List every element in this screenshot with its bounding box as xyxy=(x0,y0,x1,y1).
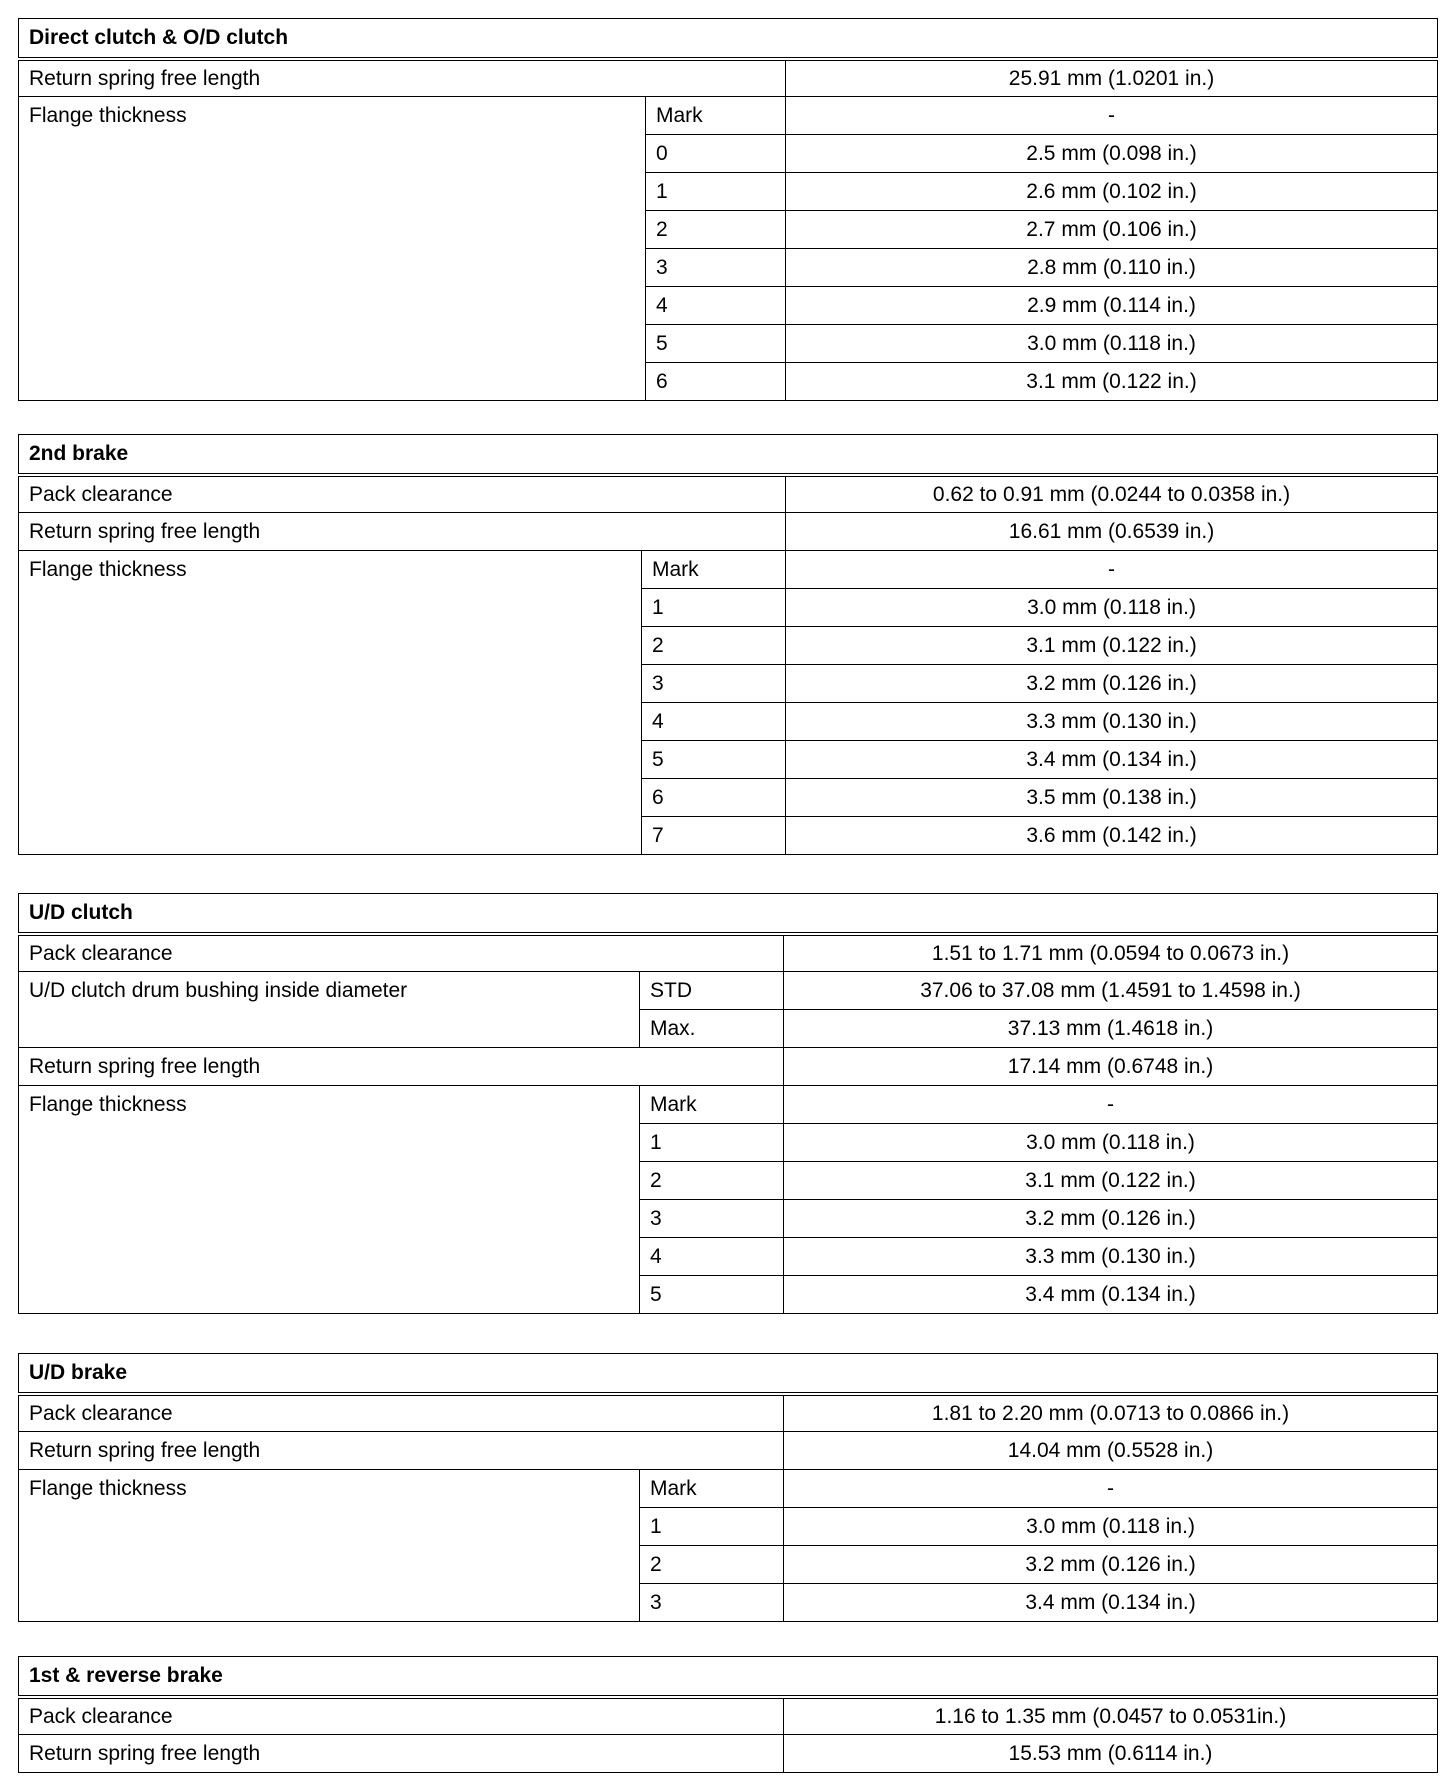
flange-value: 2.7 mm (0.106 in.) xyxy=(786,211,1438,249)
table-row xyxy=(19,551,1438,589)
flange-value: 2.5 mm (0.098 in.) xyxy=(786,135,1438,173)
flange-mark: 1 xyxy=(640,1124,784,1162)
flange-value: 3.0 mm (0.118 in.) xyxy=(784,1124,1438,1162)
flange-mark: 3 xyxy=(646,249,786,287)
table-row xyxy=(19,1086,1438,1124)
flange-value: 3.4 mm (0.134 in.) xyxy=(784,1584,1438,1622)
flange-mark: 2 xyxy=(642,627,786,665)
return-spring-label: Return spring free length xyxy=(19,513,786,551)
std-value: 37.06 to 37.08 mm (1.4591 to 1.4598 in.) xyxy=(784,972,1438,1010)
flange-value: 3.0 mm (0.118 in.) xyxy=(784,1508,1438,1546)
flange-value: 2.6 mm (0.102 in.) xyxy=(786,173,1438,211)
flange-thickness-label: Flange thickness xyxy=(19,97,646,401)
mark-header-value: - xyxy=(786,97,1438,135)
table-row xyxy=(19,1432,1438,1470)
table-row xyxy=(19,934,1438,972)
mark-header: Mark xyxy=(640,1086,784,1124)
std-label: STD xyxy=(640,972,784,1010)
flange-value: 3.2 mm (0.126 in.) xyxy=(784,1200,1438,1238)
flange-value: 3.4 mm (0.134 in.) xyxy=(786,741,1438,779)
mark-header-value: - xyxy=(784,1086,1438,1124)
return-spring-label: Return spring free length xyxy=(19,1048,784,1086)
table-row xyxy=(19,1735,1438,1773)
section-title: U/D clutch xyxy=(19,894,1438,934)
flange-value: 3.5 mm (0.138 in.) xyxy=(786,779,1438,817)
flange-mark: 6 xyxy=(642,779,786,817)
flange-value: 3.0 mm (0.118 in.) xyxy=(786,325,1438,363)
spec-table-direct-clutch xyxy=(18,18,1438,401)
flange-value: 3.3 mm (0.130 in.) xyxy=(784,1238,1438,1276)
flange-value: 2.9 mm (0.114 in.) xyxy=(786,287,1438,325)
flange-mark: 7 xyxy=(642,817,786,855)
flange-mark: 0 xyxy=(646,135,786,173)
pack-clearance-label: Pack clearance xyxy=(19,1697,784,1735)
return-spring-value: 16.61 mm (0.6539 in.) xyxy=(786,513,1438,551)
flange-value: 3.2 mm (0.126 in.) xyxy=(784,1546,1438,1584)
flange-value: 3.1 mm (0.122 in.) xyxy=(784,1162,1438,1200)
flange-thickness-label: Flange thickness xyxy=(19,1086,640,1314)
section-title: Direct clutch & O/D clutch xyxy=(19,19,1438,59)
flange-value: 3.4 mm (0.134 in.) xyxy=(784,1276,1438,1314)
flange-value: 3.2 mm (0.126 in.) xyxy=(786,665,1438,703)
pack-clearance-label: Pack clearance xyxy=(19,934,784,972)
flange-mark: 2 xyxy=(640,1546,784,1584)
table-row xyxy=(19,475,1438,513)
spec-table-ud-clutch xyxy=(18,893,1438,1314)
flange-mark: 5 xyxy=(642,741,786,779)
max-value: 37.13 mm (1.4618 in.) xyxy=(784,1010,1438,1048)
flange-thickness-label: Flange thickness xyxy=(19,1470,640,1622)
flange-thickness-label: Flange thickness xyxy=(19,551,642,855)
max-label: Max. xyxy=(640,1010,784,1048)
table-row xyxy=(19,513,1438,551)
flange-mark: 1 xyxy=(646,173,786,211)
table-row xyxy=(19,1394,1438,1432)
flange-mark: 1 xyxy=(640,1508,784,1546)
flange-mark: 1 xyxy=(642,589,786,627)
flange-value: 3.0 mm (0.118 in.) xyxy=(786,589,1438,627)
flange-mark: 2 xyxy=(640,1162,784,1200)
table-row xyxy=(19,972,1438,1010)
pack-clearance-value: 0.62 to 0.91 mm (0.0244 to 0.0358 in.) xyxy=(786,475,1438,513)
flange-mark: 4 xyxy=(640,1238,784,1276)
table-row xyxy=(19,1697,1438,1735)
return-spring-value: 15.53 mm (0.6114 in.) xyxy=(784,1735,1438,1773)
flange-value: 3.1 mm (0.122 in.) xyxy=(786,363,1438,401)
flange-mark: 4 xyxy=(646,287,786,325)
table-row xyxy=(19,1048,1438,1086)
mark-header-value: - xyxy=(784,1470,1438,1508)
spec-table-2nd-brake xyxy=(18,434,1438,855)
flange-mark: 6 xyxy=(646,363,786,401)
section-title: U/D brake xyxy=(19,1354,1438,1394)
return-spring-label: Return spring free length xyxy=(19,1735,784,1773)
flange-mark: 4 xyxy=(642,703,786,741)
flange-mark: 3 xyxy=(640,1584,784,1622)
table-row xyxy=(19,97,1438,135)
section-title: 1st & reverse brake xyxy=(19,1657,1438,1697)
flange-mark: 5 xyxy=(646,325,786,363)
pack-clearance-label: Pack clearance xyxy=(19,475,786,513)
mark-header: Mark xyxy=(640,1470,784,1508)
mark-header: Mark xyxy=(646,97,786,135)
pack-clearance-value: 1.81 to 2.20 mm (0.0713 to 0.0866 in.) xyxy=(784,1394,1438,1432)
mark-header: Mark xyxy=(642,551,786,589)
table-row xyxy=(19,1470,1438,1508)
pack-clearance-value: 1.51 to 1.71 mm (0.0594 to 0.0673 in.) xyxy=(784,934,1438,972)
return-spring-value: 25.91 mm (1.0201 in.) xyxy=(786,59,1438,97)
flange-value: 3.6 mm (0.142 in.) xyxy=(786,817,1438,855)
flange-value: 2.8 mm (0.110 in.) xyxy=(786,249,1438,287)
pack-clearance-label: Pack clearance xyxy=(19,1394,784,1432)
section-title: 2nd brake xyxy=(19,435,1438,475)
flange-mark: 3 xyxy=(642,665,786,703)
flange-mark: 2 xyxy=(646,211,786,249)
pack-clearance-value: 1.16 to 1.35 mm (0.0457 to 0.0531in.) xyxy=(784,1697,1438,1735)
flange-mark: 3 xyxy=(640,1200,784,1238)
return-spring-label: Return spring free length xyxy=(19,1432,784,1470)
return-spring-value: 17.14 mm (0.6748 in.) xyxy=(784,1048,1438,1086)
return-spring-label: Return spring free length xyxy=(19,59,786,97)
flange-value: 3.1 mm (0.122 in.) xyxy=(786,627,1438,665)
spec-table-ud-brake xyxy=(18,1353,1438,1622)
flange-value: 3.3 mm (0.130 in.) xyxy=(786,703,1438,741)
table-row xyxy=(19,59,1438,97)
spec-table-1st-reverse-brake xyxy=(18,1656,1438,1773)
flange-mark: 5 xyxy=(640,1276,784,1314)
bushing-diameter-label: U/D clutch drum bushing inside diameter xyxy=(19,972,640,1048)
mark-header-value: - xyxy=(786,551,1438,589)
return-spring-value: 14.04 mm (0.5528 in.) xyxy=(784,1432,1438,1470)
